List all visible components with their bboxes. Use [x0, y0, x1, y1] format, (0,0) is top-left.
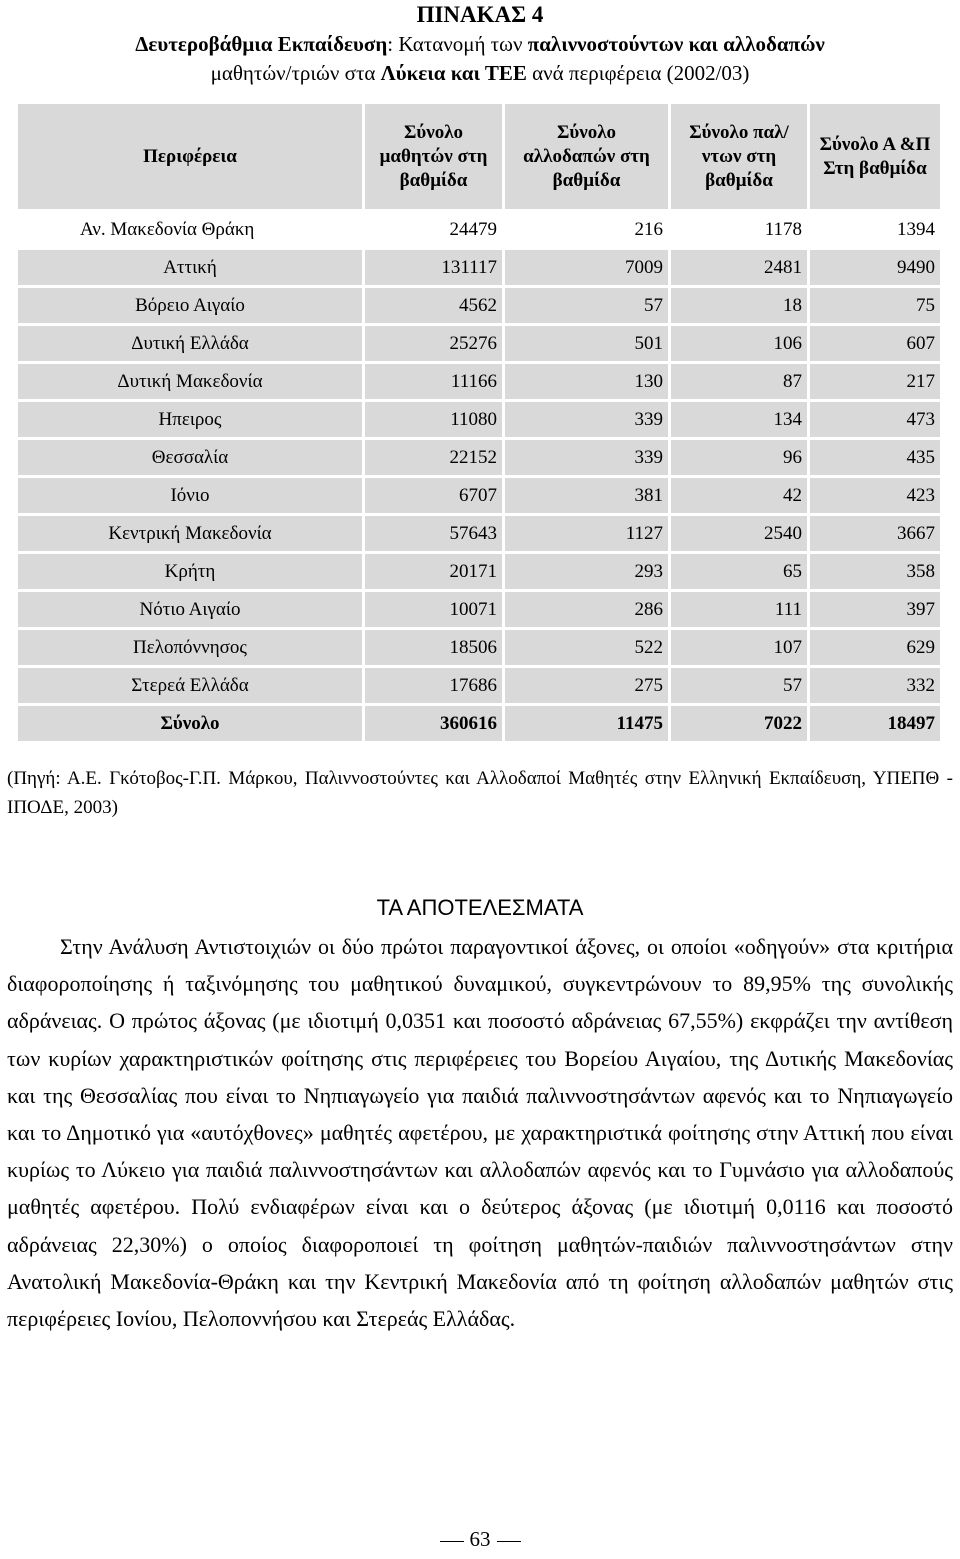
foreign-students-cell: 275	[505, 668, 668, 703]
foreign-and-repatriated-cell: 18497	[810, 706, 940, 741]
foreign-students-cell: 522	[505, 630, 668, 665]
total-students-cell: 11166	[365, 364, 502, 399]
foreign-and-repatriated-cell: 473	[810, 402, 940, 437]
repatriated-students-cell: 106	[671, 326, 807, 361]
total-students-cell: 20171	[365, 554, 502, 589]
region-cell: Δυτική Ελλάδα	[18, 326, 362, 361]
total-students-cell: 6707	[365, 478, 502, 513]
table-total-row	[18, 706, 940, 741]
region-cell: Αττική	[18, 250, 362, 285]
repatriated-students-cell: 18	[671, 288, 807, 323]
repatriated-students-cell: 42	[671, 478, 807, 513]
table-row	[18, 478, 940, 513]
table-row	[18, 212, 940, 247]
foreign-and-repatriated-cell: 423	[810, 478, 940, 513]
total-students-cell: 57643	[365, 516, 502, 551]
region-cell: Ιόνιο	[18, 478, 362, 513]
foreign-students-cell: 339	[505, 402, 668, 437]
total-students-cell: 24479	[449, 218, 497, 240]
table-heading	[0, 0, 960, 88]
region-cell: Στερεά Ελλάδα	[18, 668, 362, 703]
foreign-and-repatriated-cell: 332	[810, 668, 940, 703]
section-heading: ΤΑ ΑΠΟΤΕΛΕΣΜΑΤΑ	[376, 895, 584, 920]
title-bold-1: Δευτεροβάθμια Εκπαίδευση	[135, 32, 388, 56]
page-number: 63	[469, 1527, 491, 1551]
foreign-and-repatriated-cell: 1394	[897, 218, 935, 240]
title-text-1: : Κατανομή των	[387, 32, 528, 56]
total-students-cell: 10071	[365, 592, 502, 627]
repatriated-students-cell: 7022	[671, 706, 807, 741]
table-row	[18, 364, 940, 399]
table-row	[18, 326, 940, 361]
region-cell: Νότιο Αιγαίο	[18, 592, 362, 627]
table-label: ΠΙΝΑΚΑΣ 4	[416, 2, 544, 27]
table-row	[18, 554, 940, 589]
region-cell: Βόρειο Αιγαίο	[18, 288, 362, 323]
title-text-3: ανά περιφέρεια (2002/03)	[526, 61, 750, 85]
data-table	[15, 101, 943, 744]
foreign-students-cell: 381	[505, 478, 668, 513]
column-header: Σύνολο Α &Π Στη βαθμίδα	[810, 104, 940, 209]
dash-left	[440, 1541, 464, 1542]
foreign-students-cell: 130	[505, 364, 668, 399]
column-header: Σύνολο παλ/ντων στη βαθμίδα	[671, 104, 807, 209]
dash-right	[497, 1541, 521, 1542]
foreign-and-repatriated-cell: 75	[810, 288, 940, 323]
title-bold-2: παλιννοστούντων και αλλοδαπών	[527, 32, 825, 56]
foreign-students-cell: 286	[505, 592, 668, 627]
total-students-cell: 25276	[365, 326, 502, 361]
repatriated-students-cell: 2481	[671, 250, 807, 285]
table-row	[18, 440, 940, 475]
foreign-students-cell: 1127	[505, 516, 668, 551]
region-cell: Κρήτη	[18, 554, 362, 589]
table-row	[18, 250, 940, 285]
total-students-cell: 360616	[365, 706, 502, 741]
repatriated-students-cell: 107	[671, 630, 807, 665]
table-row	[18, 668, 940, 703]
column-header: Περιφέρεια	[18, 104, 362, 209]
results-paragraph: Στην Ανάλυση Αντιστοιχιών οι δύο πρώτοι παραγοντικοί άξονες, οι οποίοι «οδηγούν» στα κριτήρια διαφοροποίησης ή ταξινόμησης του μαθητικού δυναμικού, συγκεντρώνουν το 89,95% της συνολικής αδράνειας. Ο πρώτος άξονας (με ιδιοτιμή 0,0351 και ποσοστό αδράνειας 67,55%) εκφράζει την αντίθεση των κυρίων χαρακτηριστικών φοίτησης στις περιφέρειες του Βορείου Αιγαίου, της Δυτικής Μακεδονίας και της Θεσσαλίας που είναι το Νηπιαγωγείο για παιδιά παλιννοστησάντων αφενός και το Νηπιαγωγείο και το Δημοτικό για «αυτόχθονες» μαθητές αφετέρου, με χαρακτηριστικά φοίτησης στην Αττική που είναι κυρίως το Λύκειο για παιδιά παλιννοστησάντων και αλλοδαπών αφενός και το Γυμνάσιο για αλλοδαπούς μαθητές αφετέρου. Πολύ ενδιαφέρων είναι και ο δεύτερος άξονας (με ιδιοτιμή 0,0116 και ποσοστό αδράνειας 22,30%) ο οποίος διαφοροποιεί τη φοίτηση μαθητών-παιδιών παλιννοστησάντων στην Ανατολική Μακεδονία-Θράκη και την Κεντρική Μακεδονία από τη φοίτηση αλλοδαπών μαθητών στις περιφέρειες Ιονίου, Πελοποννήσου και Στερεάς Ελλάδας.	[7, 934, 953, 1332]
repatriated-students-cell: 134	[671, 402, 807, 437]
region-cell: Αν. Μακεδονία Θράκη	[80, 218, 255, 240]
foreign-and-repatriated-cell: 3667	[810, 516, 940, 551]
foreign-and-repatriated-cell: 435	[810, 440, 940, 475]
page-footer	[0, 1527, 960, 1552]
repatriated-students-cell: 96	[671, 440, 807, 475]
table-source-note: (Πηγή: Α.Ε. Γκότοβος-Γ.Π. Μάρκου, Παλιννοστούντες και Αλλοδαποί Μαθητές στην Ελληνική Εκπαίδευση, ΥΠΕΠΘ - ΙΠΟΔΕ, 2003)	[7, 768, 953, 818]
total-students-cell: 17686	[365, 668, 502, 703]
repatriated-students-cell: 111	[671, 592, 807, 627]
foreign-and-repatriated-cell: 217	[810, 364, 940, 399]
column-header: Σύνολο μαθητών στη βαθμίδα	[365, 104, 502, 209]
foreign-students-cell: 293	[505, 554, 668, 589]
foreign-students-cell: 11475	[505, 706, 668, 741]
repatriated-students-cell: 57	[671, 668, 807, 703]
repatriated-students-cell: 87	[671, 364, 807, 399]
title-text-2: μαθητών/τριών στα	[210, 61, 381, 85]
total-students-cell: 22152	[365, 440, 502, 475]
table-header-row	[18, 104, 940, 209]
repatriated-students-cell: 65	[671, 554, 807, 589]
foreign-students-cell: 7009	[505, 250, 668, 285]
table-row	[18, 516, 940, 551]
table-title-line-1	[0, 30, 960, 59]
table-row	[18, 288, 940, 323]
region-cell: Θεσσαλία	[18, 440, 362, 475]
total-students-cell: 131117	[365, 250, 502, 285]
region-cell: Δυτική Μακεδονία	[18, 364, 362, 399]
foreign-and-repatriated-cell: 9490	[810, 250, 940, 285]
table-row	[18, 630, 940, 665]
foreign-and-repatriated-cell: 397	[810, 592, 940, 627]
region-cell: Πελοπόννησος	[18, 630, 362, 665]
repatriated-students-cell: 1178	[764, 218, 802, 240]
total-students-cell: 11080	[365, 402, 502, 437]
foreign-students-cell: 339	[505, 440, 668, 475]
table-row	[18, 592, 940, 627]
total-students-cell: 18506	[365, 630, 502, 665]
table-title-line-2	[0, 59, 960, 88]
foreign-and-repatriated-cell: 358	[810, 554, 940, 589]
foreign-students-cell: 216	[634, 218, 663, 240]
region-cell: Ηπειρος	[18, 402, 362, 437]
foreign-and-repatriated-cell: 629	[810, 630, 940, 665]
table-row	[18, 402, 940, 437]
foreign-students-cell: 501	[505, 326, 668, 361]
foreign-and-repatriated-cell: 607	[810, 326, 940, 361]
foreign-students-cell: 57	[505, 288, 668, 323]
repatriated-students-cell: 2540	[671, 516, 807, 551]
total-label-cell: Σύνολο	[18, 706, 362, 741]
column-header: Σύνολο αλλοδαπών στη βαθμίδα	[505, 104, 668, 209]
region-cell: Κεντρική Μακεδονία	[18, 516, 362, 551]
title-bold-3: Λύκεια και ΤΕΕ	[380, 61, 527, 85]
total-students-cell: 4562	[365, 288, 502, 323]
